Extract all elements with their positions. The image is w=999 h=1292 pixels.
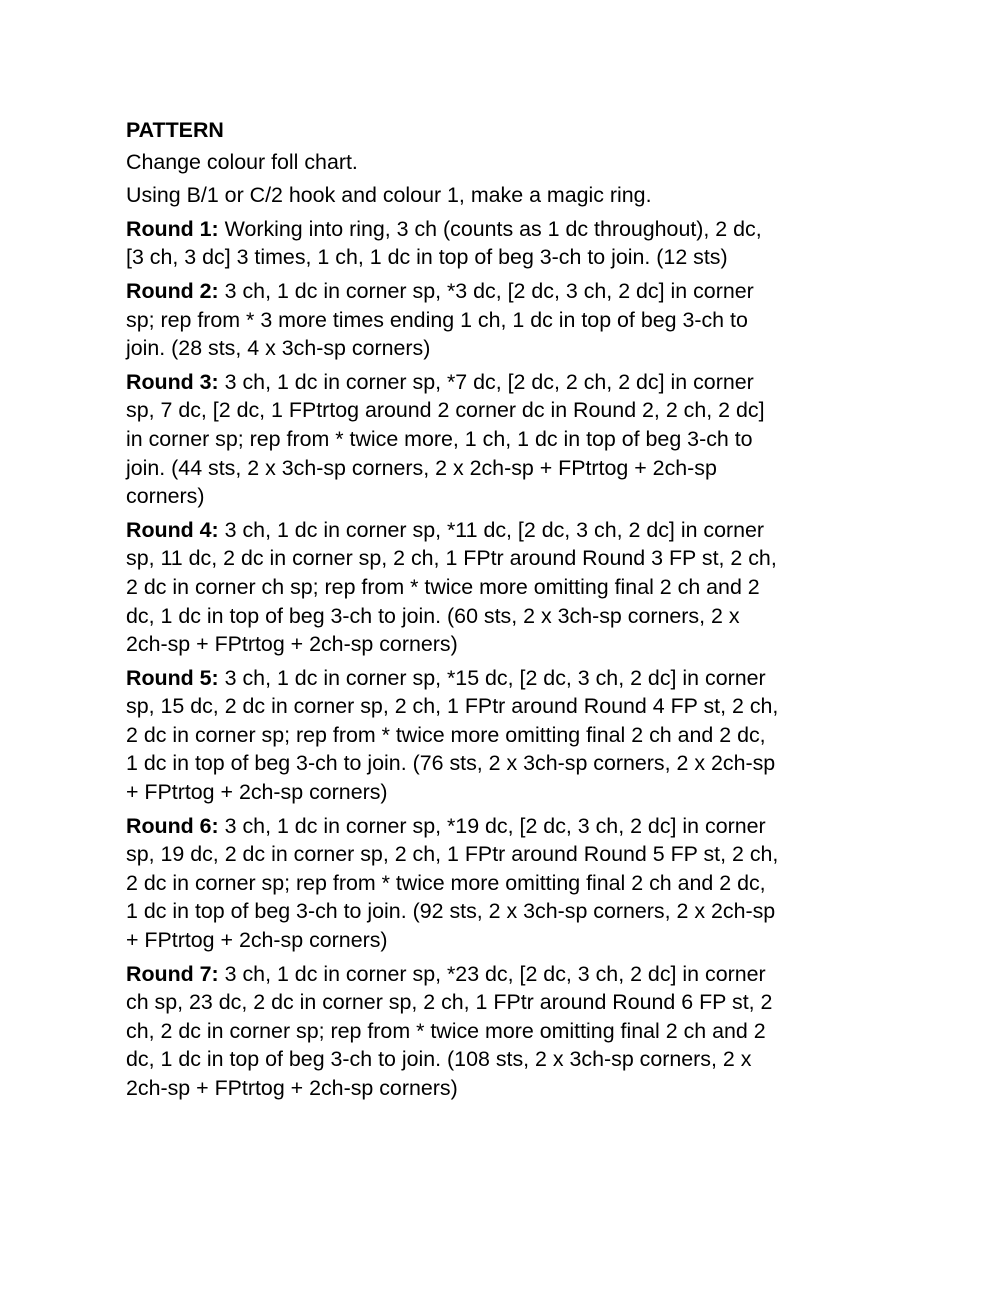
round-text: [3 ch, 3 dc] 3 times, 1 ch, 1 dc in top of beg 3-ch to join. (12 sts) <box>126 245 728 270</box>
round-label: Round 7: <box>126 961 219 986</box>
instruction-line <box>126 516 886 545</box>
instruction-line <box>126 664 886 693</box>
instruction-line <box>126 396 886 425</box>
round-label: Round 5: <box>126 665 219 690</box>
round-text: sp; rep from * 3 more times ending 1 ch, 1 dc in top of beg 3-ch to <box>126 307 748 332</box>
round-instruction <box>126 215 886 272</box>
round-text: 2 dc in corner ch sp; rep from * twice more omitting final 2 ch and 2 <box>126 574 760 599</box>
instruction-line <box>126 544 886 573</box>
instruction-line <box>126 988 886 1017</box>
round-instruction <box>126 664 886 807</box>
round-text: in corner sp; rep from * twice more, 1 ch, 1 dc in top of beg 3-ch to <box>126 426 753 451</box>
round-label: Round 2: <box>126 278 219 303</box>
instruction-line <box>126 368 886 397</box>
instruction-line <box>126 277 886 306</box>
round-text: 3 ch, 1 dc in corner sp, *7 dc, [2 dc, 2 ch, 2 dc] in corner <box>224 369 754 394</box>
round-label: Round 3: <box>126 369 219 394</box>
round-text: 3 ch, 1 dc in corner sp, *23 dc, [2 dc, 3 ch, 2 dc] in corner <box>224 961 766 986</box>
round-text: 3 ch, 1 dc in corner sp, *11 dc, [2 dc, 3 ch, 2 dc] in corner <box>224 517 765 542</box>
round-text: 1 dc in top of beg 3-ch to join. (92 sts, 2 x 3ch-sp corners, 2 x 2ch-sp <box>126 899 776 924</box>
round-instruction <box>126 277 886 363</box>
intro-paragraph-2: Using B/1 or C/2 hook and colour 1, make a magic ring. <box>126 183 652 208</box>
round-label: Round 6: <box>126 813 219 838</box>
instruction-line <box>126 1045 886 1074</box>
round-text: join. (28 sts, 4 x 3ch-sp corners) <box>126 336 431 361</box>
round-text: sp, 7 dc, [2 dc, 1 FPtrtog around 2 corner dc in Round 2, 2 ch, 2 dc] <box>126 398 765 423</box>
instruction-line <box>126 573 886 602</box>
instruction-line <box>126 215 886 244</box>
round-text: sp, 19 dc, 2 dc in corner sp, 2 ch, 1 FPtr around Round 5 FP st, 2 ch, <box>126 842 779 867</box>
instruction-line <box>126 897 886 926</box>
instruction-line <box>126 869 886 898</box>
instruction-line <box>126 1074 886 1103</box>
round-instruction <box>126 368 886 511</box>
instruction-line <box>126 1017 886 1046</box>
round-text: 2 dc in corner sp; rep from * twice more omitting final 2 ch and 2 dc, <box>126 870 766 895</box>
round-text: corners) <box>126 484 205 509</box>
instruction-line <box>126 334 886 363</box>
round-text: join. (44 sts, 2 x 3ch-sp corners, 2 x 2ch-sp + FPtrtog + 2ch-sp <box>126 455 717 480</box>
instruction-line <box>126 926 886 955</box>
round-text: 3 ch, 1 dc in corner sp, *3 dc, [2 dc, 3 ch, 2 dc] in corner <box>224 278 754 303</box>
round-instruction <box>126 516 886 659</box>
round-text: dc, 1 dc in top of beg 3-ch to join. (60 sts, 2 x 3ch-sp corners, 2 x <box>126 603 740 628</box>
round-text: 2ch-sp + FPtrtog + 2ch-sp corners) <box>126 1076 458 1100</box>
round-text: 2 dc in corner sp; rep from * twice more omitting final 2 ch and 2 dc, <box>126 722 766 747</box>
round-text: ch, 2 dc in corner sp; rep from * twice more omitting final 2 ch and 2 <box>126 1018 766 1043</box>
intro-paragraph-1: Change colour foll chart. <box>126 149 358 174</box>
instruction-line <box>126 306 886 335</box>
round-text: sp, 15 dc, 2 dc in corner sp, 2 ch, 1 FPtr around Round 4 FP st, 2 ch, <box>126 694 779 719</box>
pattern-document <box>126 116 886 1108</box>
round-text: + FPtrtog + 2ch-sp corners) <box>126 780 388 805</box>
rounds-list <box>126 215 886 1103</box>
instruction-line <box>126 482 886 511</box>
instruction-line <box>126 425 886 454</box>
instruction-line <box>126 454 886 483</box>
instruction-line <box>126 960 886 989</box>
instruction-line <box>126 749 886 778</box>
round-label: Round 1: <box>126 216 219 241</box>
round-text: 2ch-sp + FPtrtog + 2ch-sp corners) <box>126 632 458 657</box>
instruction-line <box>126 778 886 807</box>
instruction-line <box>126 243 886 272</box>
round-text: + FPtrtog + 2ch-sp corners) <box>126 928 388 953</box>
instruction-line <box>126 630 886 659</box>
round-text: Working into ring, 3 ch (counts as 1 dc throughout), 2 dc, <box>224 216 762 241</box>
instruction-line <box>126 602 886 631</box>
round-text: 3 ch, 1 dc in corner sp, *15 dc, [2 dc, 3 ch, 2 dc] in corner <box>224 665 766 690</box>
instruction-line <box>126 692 886 721</box>
round-instruction <box>126 960 886 1103</box>
round-instruction <box>126 812 886 955</box>
instruction-line <box>126 721 886 750</box>
round-text: 1 dc in top of beg 3-ch to join. (76 sts, 2 x 3ch-sp corners, 2 x 2ch-sp <box>126 751 776 776</box>
round-text: sp, 11 dc, 2 dc in corner sp, 2 ch, 1 FPtr around Round 3 FP st, 2 ch, <box>126 546 777 571</box>
round-label: Round 4: <box>126 517 219 542</box>
round-text: dc, 1 dc in top of beg 3-ch to join. (108 sts, 2 x 3ch-sp corners, 2 x <box>126 1047 752 1072</box>
page-heading: PATTERN <box>126 118 224 142</box>
round-text: 3 ch, 1 dc in corner sp, *19 dc, [2 dc, 3 ch, 2 dc] in corner <box>224 813 766 838</box>
instruction-line <box>126 840 886 869</box>
round-text: ch sp, 23 dc, 2 dc in corner sp, 2 ch, 1 FPtr around Round 6 FP st, 2 <box>126 990 773 1015</box>
instruction-line <box>126 812 886 841</box>
